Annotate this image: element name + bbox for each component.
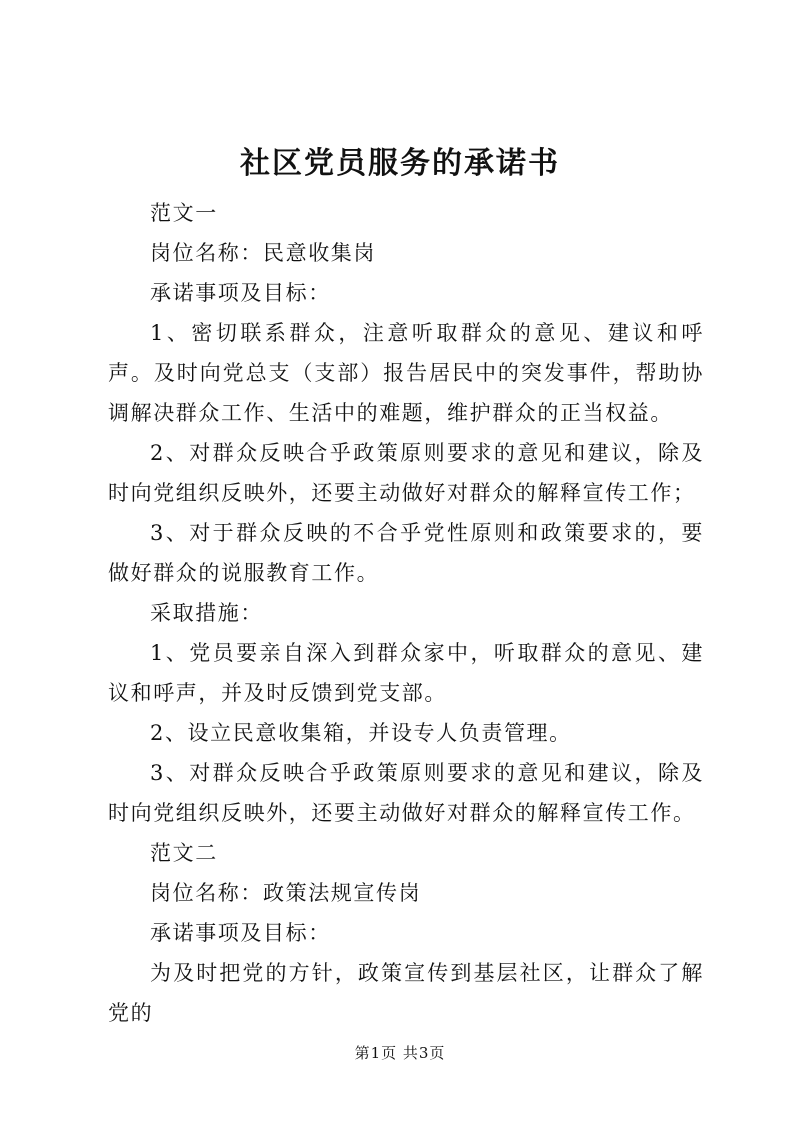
paragraph-commitments-heading-1: 承诺事项及目标：: [150, 281, 331, 305]
document-body: [108, 193, 704, 1033]
paragraph-commitments-heading-2: 承诺事项及目标：: [150, 921, 331, 945]
paragraph-measures-heading: 采取措施：: [150, 601, 263, 625]
paragraph-post-name-1: 岗位名称：民意收集岗: [150, 241, 376, 265]
paragraph-measure-2: 2、设立民意收集箱，并设专人负责管理。: [150, 721, 572, 745]
paragraph-commitment-intro: 为及时把党的方针，政策宣传到基层社区，让群众了解党的: [108, 961, 704, 1025]
page-footer: 第1页 共3页: [354, 1044, 446, 1062]
paragraph-measure-1: 1、党员要亲自深入到群众家中，听取群众的意见、建议和呼声，并及时反馈到党支部。: [108, 641, 704, 705]
paragraph-post-name-2: 岗位名称：政策法规宣传岗: [150, 881, 422, 905]
document-title: 社区党员服务的承诺书: [240, 146, 560, 181]
paragraph-section-one-heading: 范文一: [150, 201, 218, 225]
paragraph-measure-3: 3、对群众反映合乎政策原则要求的意见和建议，除及时向党组织反映外，还要主动做好对群众的解释宣传工作。: [108, 761, 704, 825]
paragraph-section-two-heading: 范文二: [150, 841, 218, 865]
paragraph-commitment-1: 1、密切联系群众，注意听取群众的意见、建议和呼声。及时向党总支（支部）报告居民中的突发事件，帮助协调解决群众工作、生活中的难题，维护群众的正当权益。: [108, 321, 704, 425]
paragraph-commitment-3: 3、对于群众反映的不合乎党性原则和政策要求的，要做好群众的说服教育工作。: [108, 521, 704, 585]
paragraph-commitment-2: 2、对群众反映合乎政策原则要求的意见和建议，除及时向党组织反映外，还要主动做好对群众的解释宣传工作；: [108, 441, 704, 505]
